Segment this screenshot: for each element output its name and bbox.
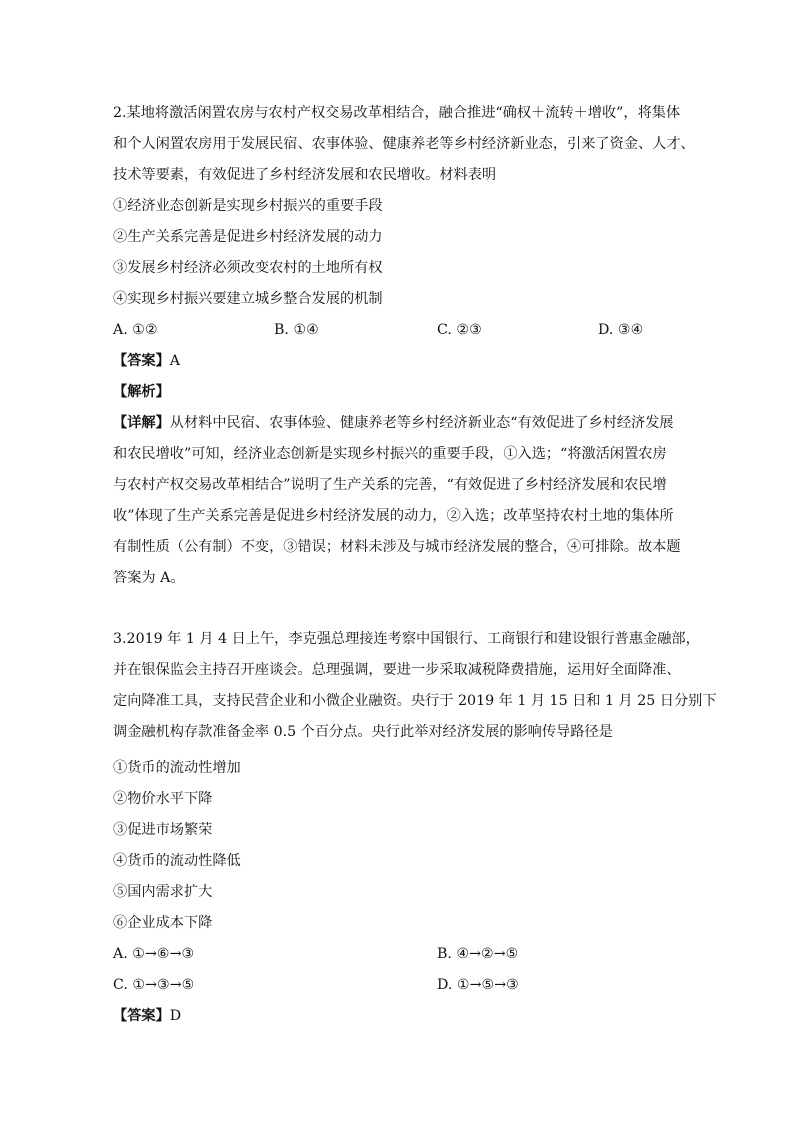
q3-option-b: B. ④→②→⑤ bbox=[437, 946, 519, 962]
q3-item-2: ②物价水平下降 bbox=[113, 791, 213, 807]
q2-detail-line-1 bbox=[113, 413, 674, 433]
q2-detail-line-2: 和农民增收”可知，经济业态创新是实现乡村振兴的重要手段，①入选；“将激活闲置农房 bbox=[113, 446, 667, 462]
q2-statement-3: ③发展乡村经济必须改变农村的土地所有权 bbox=[113, 260, 383, 276]
q2-option-c: C. ②③ bbox=[437, 322, 482, 338]
answer-value: D bbox=[169, 1008, 182, 1024]
q3-item-5: ⑤国内需求扩大 bbox=[113, 884, 213, 900]
q3-option-c: C. ①→③→⑤ bbox=[113, 977, 195, 993]
q3-stem-line-4: 调金融机构存款准备金率 0.5 个百分点。央行此举对经济发展的影响传导路径是 bbox=[113, 724, 613, 740]
q3-stem-line-1: 3.2019 年 1 月 4 日上午，李克强总理接连考察中国银行、工商银行和建设银行普惠金融部， bbox=[113, 631, 700, 647]
q3-item-1: ①货币的流动性增加 bbox=[113, 760, 241, 776]
detail-text: 从材料中民宿、农事体验、健康养老等乡村经济新业态“有效促进了乡村经济发展 bbox=[169, 415, 674, 431]
q2-detail-line-6: 答案为 A。 bbox=[113, 570, 185, 586]
q2-detail-line-4: 收”体现了生产关系完善是促进乡村经济发展的动力，②入选；改革坚持农村土地的集体所 bbox=[113, 508, 674, 524]
q2-statement-1: ①经济业态创新是实现乡村振兴的重要手段 bbox=[113, 198, 383, 214]
q2-stem-line-3: 技术等要素，有效促进了乡村经济发展和农民增收。材料表明 bbox=[113, 167, 497, 183]
q3-option-a: A. ①→⑥→③ bbox=[113, 946, 195, 962]
q2-option-a: A. ①② bbox=[113, 322, 158, 338]
q3-option-d: D. ①→⑤→③ bbox=[437, 977, 519, 993]
q3-stem-line-3: 定向降准工具，支持民营企业和小微企业融资。央行于 2019 年 1 月 15 日和 1 月 25 日分别下 bbox=[113, 693, 717, 709]
q3-stem-line-2: 并在银保监会主持召开座谈会。总理强调，要进一步采取减税降费措施，运用好全面降准、 bbox=[113, 662, 681, 678]
answer-tag: 【答案】 bbox=[113, 1008, 170, 1024]
q2-statement-2: ②生产关系完善是促进乡村经济发展的动力 bbox=[113, 229, 383, 245]
answer-tag: 【答案】 bbox=[113, 353, 170, 369]
q2-stem-line-1: 2.某地将激活闲置农房与农村产权交易改革相结合，融合推进“确权＋流转＋增收”，将集体 bbox=[113, 105, 681, 121]
q3-item-3: ③促进市场繁荣 bbox=[113, 822, 213, 838]
q2-detail-line-5: 有制性质（公有制）不变，③错误；材料未涉及与城市经济发展的整合，④可排除。故本题 bbox=[113, 539, 681, 555]
q3-answer bbox=[113, 1006, 181, 1026]
detail-tag: 【详解】 bbox=[113, 415, 170, 431]
q2-stem-line-2: 和个人闲置农房用于发展民宿、农事体验、健康养老等乡村经济新业态，引来了资金、人才、 bbox=[113, 136, 695, 152]
q2-detail-line-3: 与农村产权交易改革相结合”说明了生产关系的完善，“有效促进了乡村经济发展和农民增 bbox=[113, 477, 667, 493]
q2-option-b: B. ①④ bbox=[274, 322, 319, 338]
q2-answer bbox=[113, 351, 180, 371]
q2-option-d: D. ③④ bbox=[598, 322, 644, 338]
q2-analysis-tag: 【解析】 bbox=[113, 384, 170, 400]
q3-item-6: ⑥企业成本下降 bbox=[113, 915, 213, 931]
q2-statement-4: ④实现乡村振兴要建立城乡整合发展的机制 bbox=[113, 291, 383, 307]
q3-item-4: ④货币的流动性降低 bbox=[113, 853, 241, 869]
answer-value: A bbox=[169, 353, 181, 369]
